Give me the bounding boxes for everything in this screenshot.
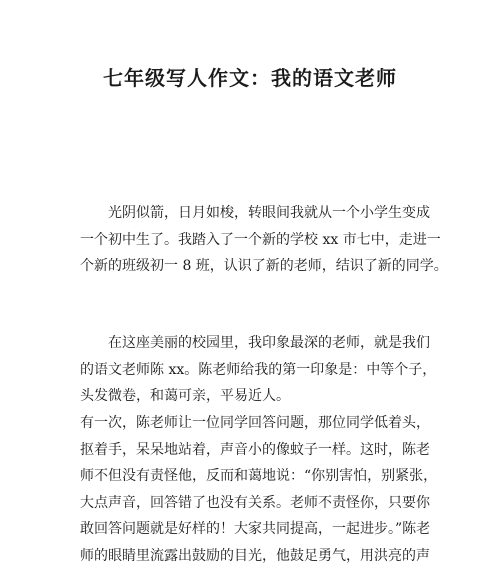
text-line: 个新的班级初一 8 班，认识了新的老师，结识了新的同学。 [80,253,425,280]
text-line: 师的眼睛里流露出鼓励的目光，他鼓足勇气，用洪亮的声 [80,543,425,569]
text-line: 师不但没有责怪他，反而和蔼地说：“你别害怕，别紧张， [80,463,425,490]
text-line: 一个初中生了。我踏入了一个新的学校 xx 市七中，走进一 [80,227,425,254]
text-line: 光阴似箭，日月如梭，转眼间我就从一个小学生变成 [80,200,425,227]
document-title: 七年级写人作文：我的语文老师 [0,62,500,91]
text-line: 有一次，陈老师让一位同学回答问题，那位同学低着头， [80,410,425,437]
paragraph-2 [80,330,425,410]
text-line: 头发微卷，和蔼可亲，平易近人。 [80,383,425,410]
text-line: 的语文老师陈 xx。陈老师给我的第一印象是：中等个子， [80,357,425,384]
paragraph-3 [80,410,425,569]
text-line: 大点声音，回答错了也没有关系。老师不责怪你，只要你 [80,490,425,517]
text-line: 敢回答问题就是好样的！大家共同提高，一起进步。”陈老 [80,516,425,543]
paragraph-1 [80,200,425,280]
text-line: 抠着手，呆呆地站着，声音小的像蚊子一样。这时，陈老 [80,437,425,464]
text-line: 在这座美丽的校园里，我印象最深的老师，就是我们 [80,330,425,357]
